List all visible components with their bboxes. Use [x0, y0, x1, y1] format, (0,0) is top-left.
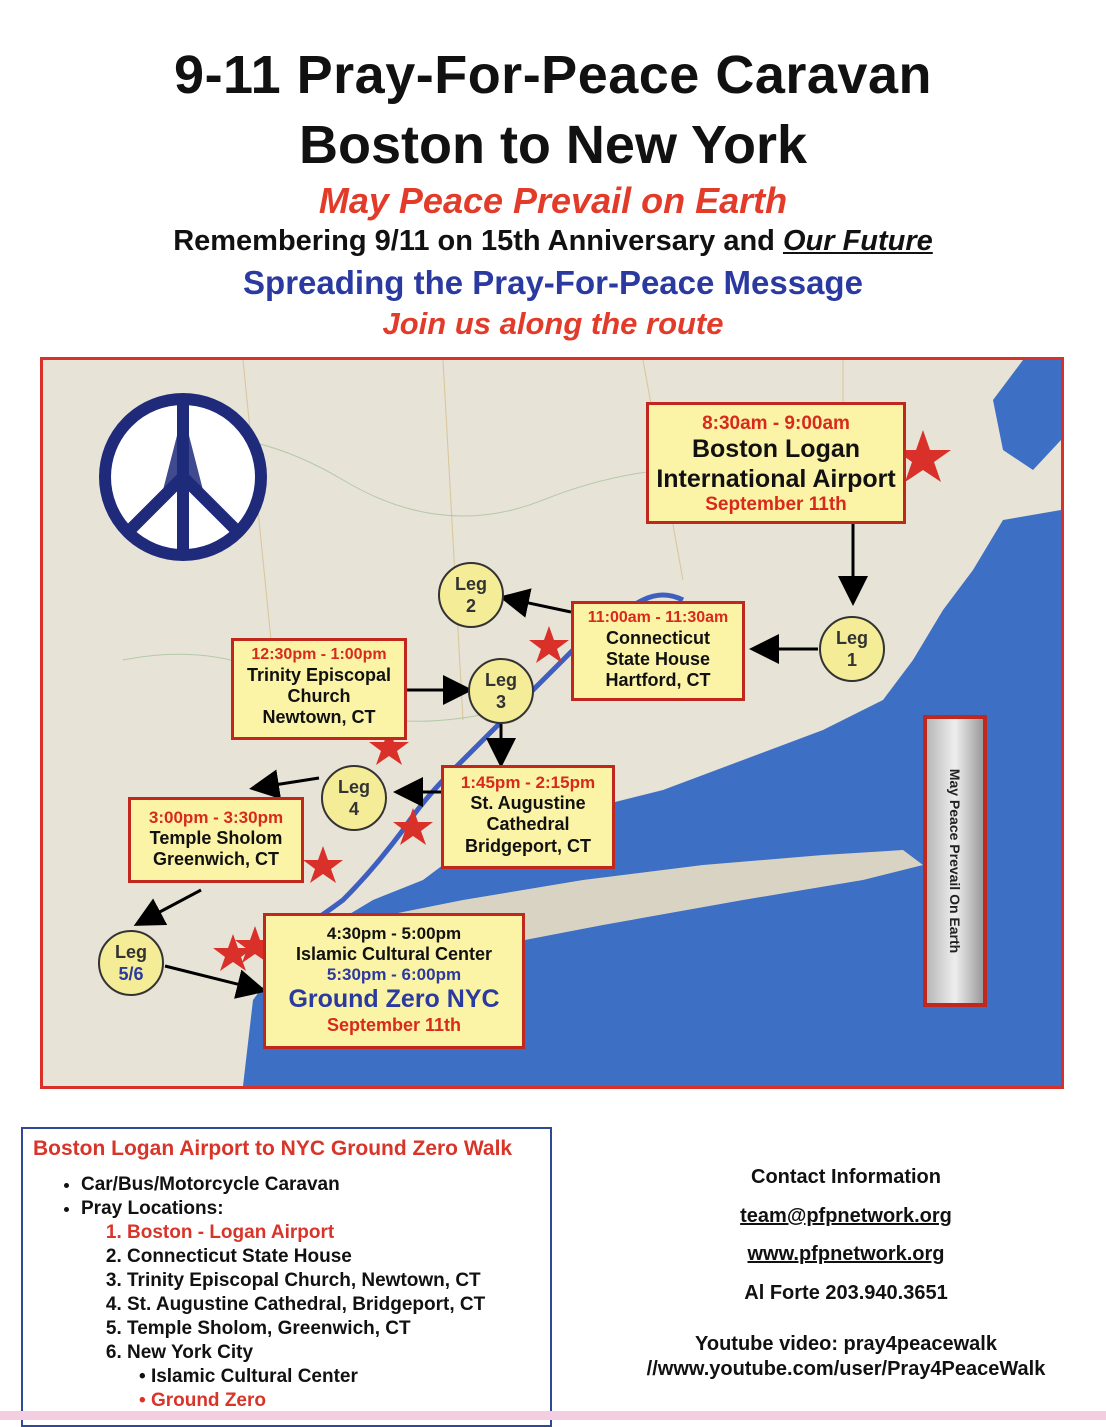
contact-heading: Contact Information [751, 1166, 941, 1188]
location-item: 3. Trinity Episcopal Church, Newtown, CT [127, 1269, 540, 1293]
location-item: 2. Connecticut State House [127, 1245, 540, 1269]
stop-time: 3:00pm - 3:30pm [148, 808, 284, 827]
tagline-peace: May Peace Prevail on Earth [318, 180, 788, 221]
stop-place: State House [605, 649, 711, 670]
stop-place: Boston Logan [691, 435, 861, 464]
leg-4-marker [321, 765, 387, 831]
nyc-sublist [127, 1365, 540, 1413]
stop-place: St. Augustine [470, 793, 586, 814]
stop-time: 4:30pm - 5:00pm [326, 924, 462, 943]
contact-email-link[interactable]: team@pfpnetwork.org [740, 1205, 952, 1227]
location-item [127, 1341, 540, 1413]
stop-greenwich [128, 797, 304, 883]
list-item: • Car/Bus/Motorcycle Caravan [81, 1173, 540, 1197]
leg-2-marker [438, 562, 504, 628]
page-title-line1: 9-11 Pray-For-Peace Caravan [174, 45, 932, 105]
leg-number: 4 [348, 799, 359, 819]
location-item: 1. Boston - Logan Airport [127, 1221, 540, 1245]
route-map [40, 357, 1064, 1089]
stop-place: Church [287, 686, 351, 707]
tagline-our-future: Our Future [782, 225, 933, 257]
stop-place: Cathedral [486, 814, 570, 835]
stop-place-ground-zero: Ground Zero NYC [288, 985, 500, 1014]
list-item: • Islamic Cultural Center [139, 1365, 540, 1389]
pray-locations-label: Pray Locations: [81, 1198, 224, 1219]
tagline-remembering [0, 225, 1106, 258]
bottom-edge-bar [0, 1411, 1106, 1420]
stop-place: Islamic Cultural Center [295, 944, 493, 965]
stop-nyc [263, 913, 525, 1049]
stop-place: Temple Sholom [149, 828, 283, 849]
stop-hartford [571, 601, 745, 701]
stop-time: 11:00am - 11:30am [587, 609, 729, 626]
stop-newtown [231, 638, 407, 740]
leg-3-marker [468, 658, 534, 724]
youtube-label: Youtube video: pray4peacewalk [695, 1333, 997, 1355]
leg-word: Leg [114, 942, 147, 962]
page-title-line2: Boston to New York [298, 115, 808, 175]
leg-word: Leg [835, 628, 868, 648]
leg-word: Leg [454, 574, 487, 594]
stop-date: September 11th [326, 1014, 462, 1035]
peace-pole-text: May Peace Prevail On Earth [947, 768, 963, 954]
walk-title: Boston Logan Airport to NYC Ground Zero Walk [33, 1137, 513, 1160]
walk-bullets [33, 1173, 540, 1413]
leg-number: 5/6 [118, 964, 144, 984]
leg-1-marker [819, 616, 885, 682]
peace-symbol [105, 399, 261, 555]
location-nyc: New York City [127, 1342, 254, 1363]
leg-word: Leg [484, 670, 517, 690]
peace-pole-image [923, 715, 987, 1007]
stop-place: Trinity Episcopal [246, 664, 392, 685]
walk-info-box [21, 1127, 552, 1427]
tagline-join: Join us along the route [382, 306, 724, 341]
stop-time: 12:30pm - 1:00pm [251, 646, 387, 663]
stop-bridgeport [441, 765, 615, 869]
list-item: • Ground Zero [139, 1389, 540, 1413]
stop-place: Connecticut [605, 627, 710, 648]
stop-time: 5:30pm - 6:00pm [326, 965, 462, 985]
stop-place: International Airport [656, 464, 896, 493]
leg-number: 2 [465, 596, 476, 616]
location-item: 5. Temple Sholom, Greenwich, CT [127, 1317, 540, 1341]
pray-locations-list [81, 1221, 540, 1413]
tagline-spreading: Spreading the Pray-For-Peace Message [243, 264, 863, 301]
youtube-url[interactable]: //www.youtube.com/user/Pray4PeaceWalk [646, 1358, 1046, 1380]
list-item [81, 1197, 540, 1413]
leg-word: Leg [337, 777, 370, 797]
stop-date: September 11th [705, 494, 847, 516]
map-background [43, 360, 1061, 1086]
contact-website-link[interactable]: www.pfpnetwork.org [747, 1243, 945, 1265]
stop-time: 1:45pm - 2:15pm [460, 773, 596, 792]
stop-place: Hartford, CT [605, 670, 711, 691]
contact-phone: Al Forte 203.940.3651 [744, 1282, 948, 1304]
leg-number: 1 [846, 650, 857, 670]
leg-5-6-marker [98, 930, 164, 996]
tagline-remembering-text: Remembering 9/11 on 15th Anniversary and [173, 225, 783, 257]
stop-place: Newtown, CT [262, 707, 376, 728]
location-item: 4. St. Augustine Cathedral, Bridgeport, CT [127, 1293, 540, 1317]
stop-time: 8:30am - 9:00am [702, 413, 850, 434]
stop-boston-logan [646, 402, 906, 524]
stop-place: Bridgeport, CT [465, 835, 591, 856]
stop-place: Greenwich, CT [152, 849, 280, 870]
leg-number: 3 [495, 692, 506, 712]
